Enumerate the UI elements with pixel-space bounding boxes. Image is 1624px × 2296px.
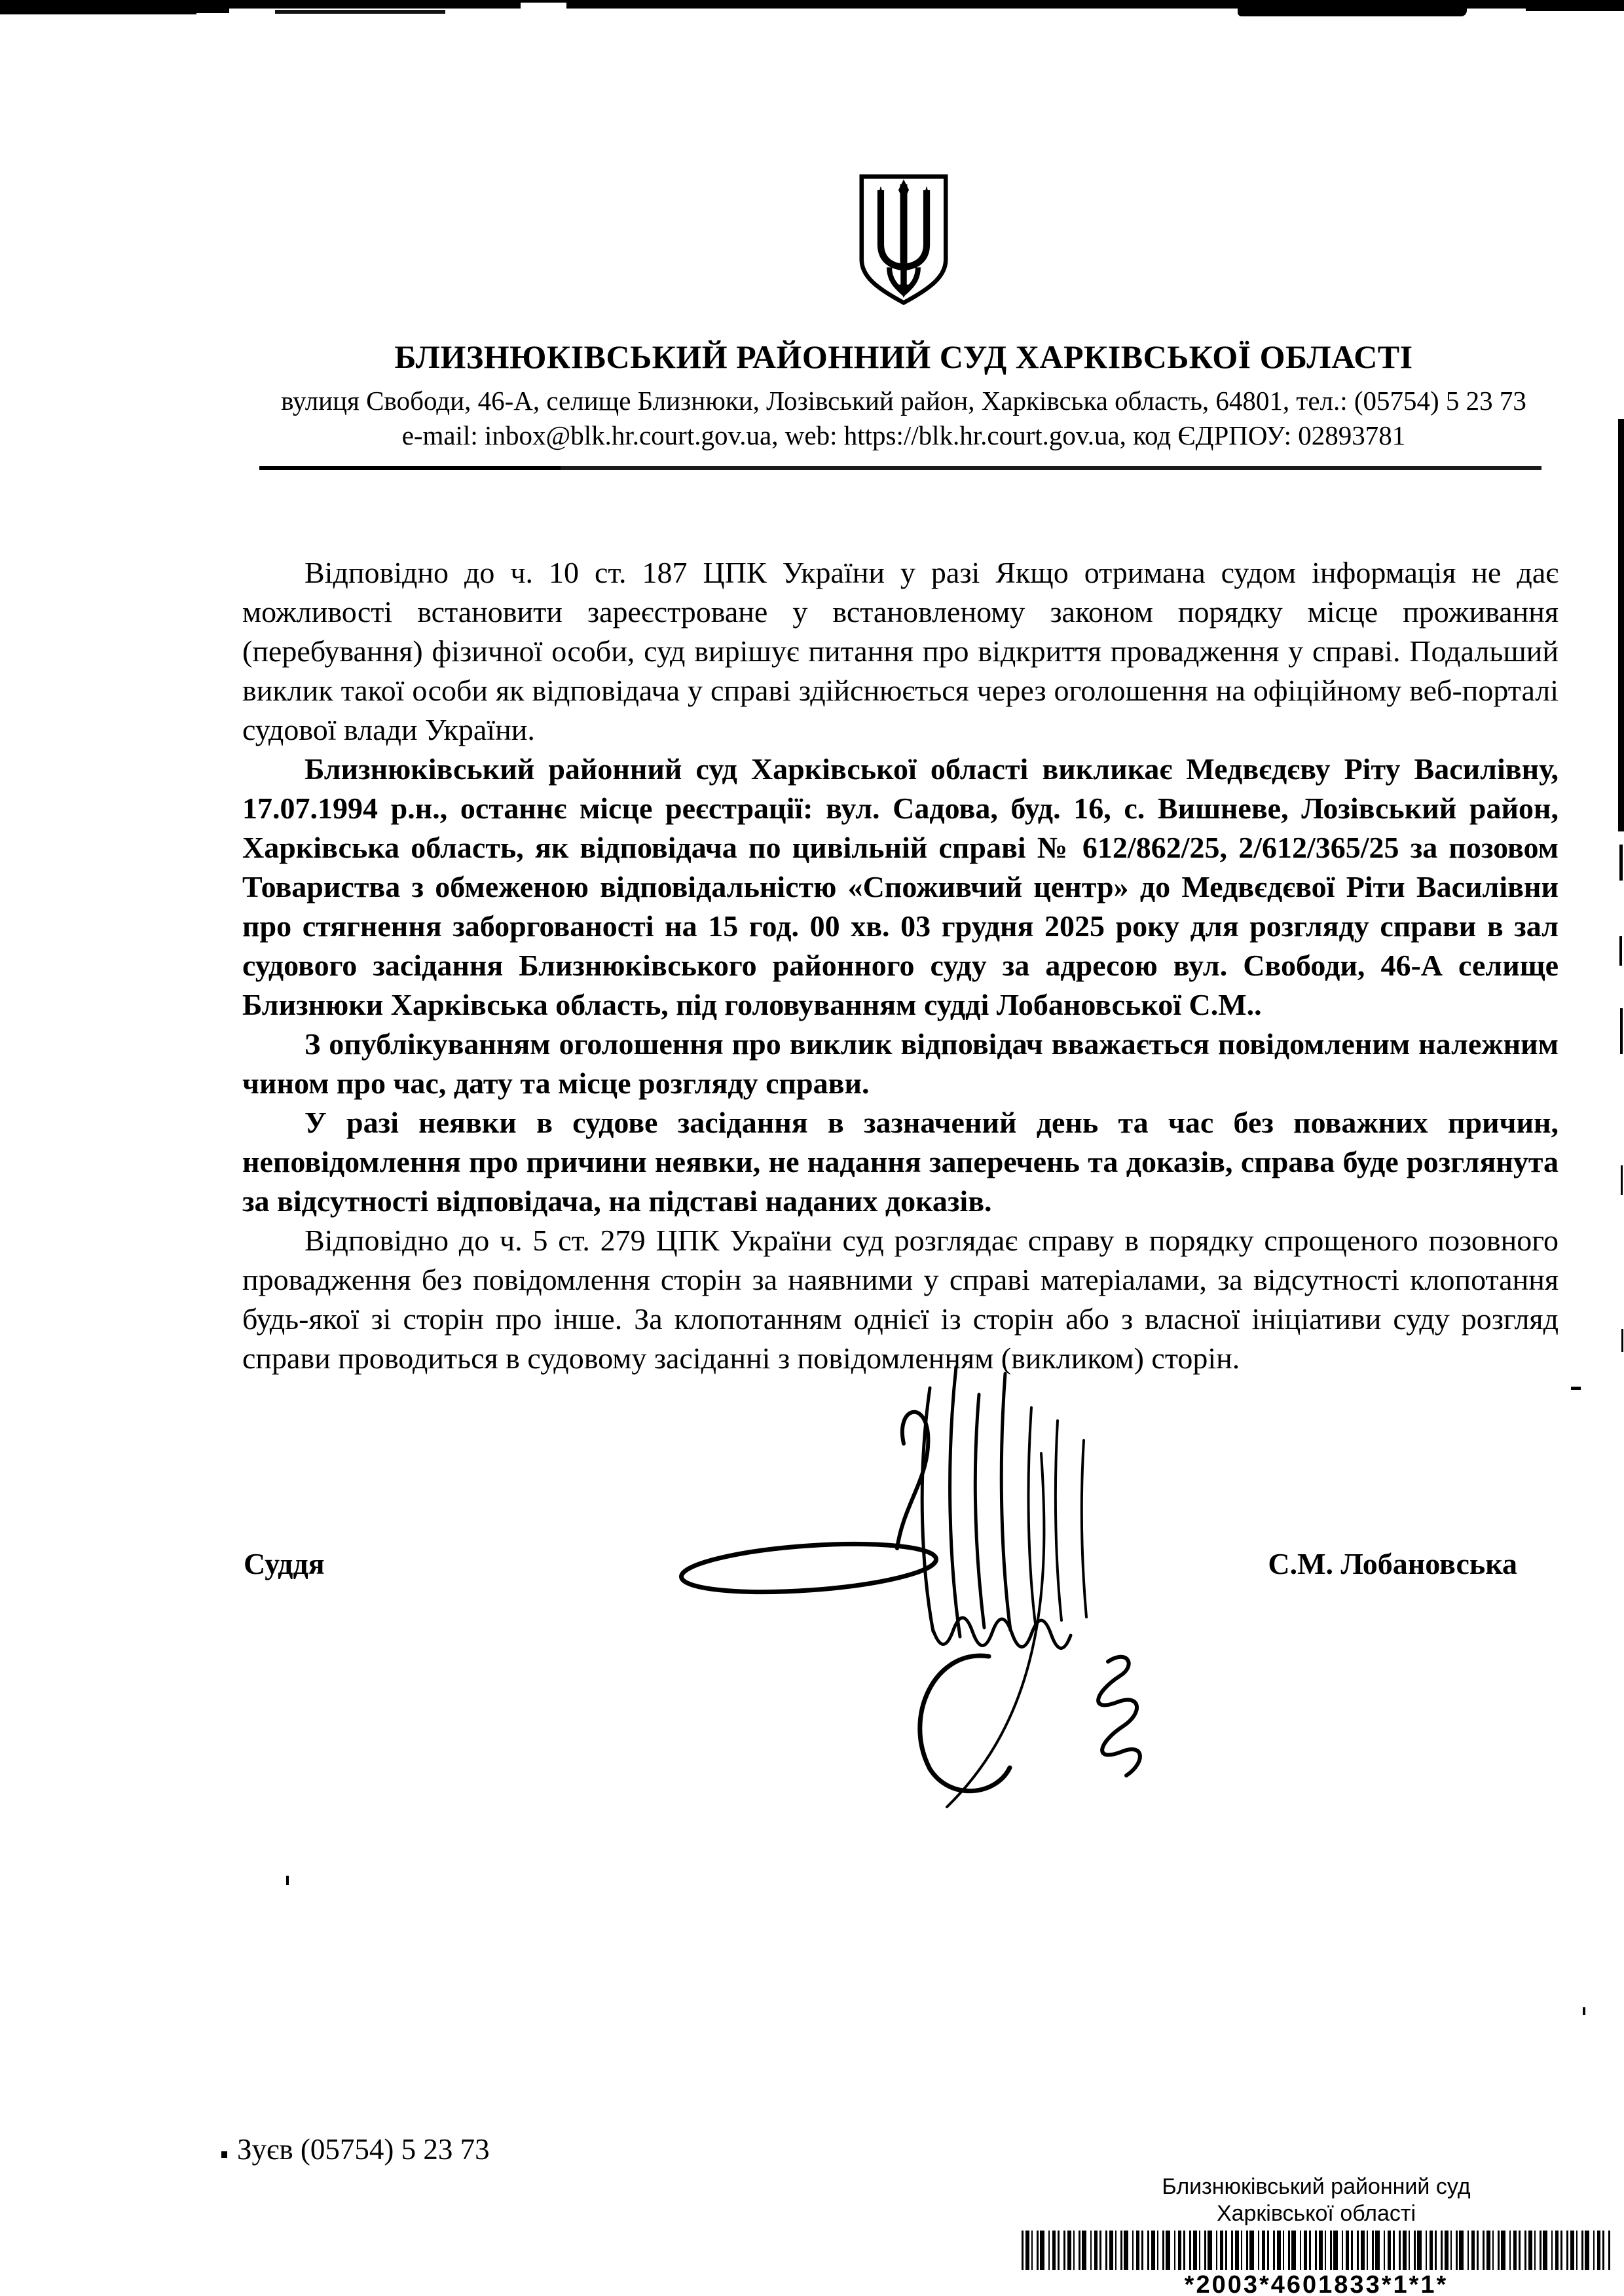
body-paragraph: Відповідно до ч. 10 ст. 187 ЦПК України у разі Якщо отримана судом інформація не дає можливості встановити зареєстроване у встановленому законом порядку місце проживання (перебування) фізичної особи, суд вирішує питання про відкриття провадження у справі. Подальший виклик такої особи як відповідача у справі здійснюється через оголошення на офіційному веб-порталі судової влади України. xyxy=(242,556,1559,746)
court-address-line: вулиця Свободи, 46-А, селище Близнюки, Лозівський район, Харківська область, 64801, тел.: (05754) 5 23 73 xyxy=(281,386,1526,416)
letterhead xyxy=(249,338,1559,453)
barcode xyxy=(1022,2231,1611,2270)
trident-emblem-icon xyxy=(856,172,951,308)
court-contact-line: e-mail: inbox@blk.hr.court.gov.ua, web: https://blk.hr.court.gov.ua, код ЄДРПОУ: 02893781 xyxy=(401,420,1406,450)
scan-artifact xyxy=(1621,1165,1623,1195)
scan-artifact xyxy=(1526,0,1624,11)
judge-signature xyxy=(622,1349,1277,1827)
judge-name: С.М. Лобановська xyxy=(1268,1547,1517,1580)
stamp-court-name-line1: Близнюківський районний суд xyxy=(1162,2174,1471,2199)
clerk-phone: Зуєв (05754) 5 23 73 xyxy=(237,2133,490,2166)
court-name-heading: БЛИЗНЮКІВСЬКИЙ РАЙОННИЙ СУД ХАРКІВСЬКОЇ ОБЛАСТІ xyxy=(394,338,1413,375)
scan-artifact xyxy=(1571,1387,1581,1390)
scan-artifact xyxy=(1619,845,1623,881)
scan-artifact xyxy=(286,1876,289,1885)
scan-artifact xyxy=(1583,2007,1585,2015)
scan-artifact xyxy=(1620,1008,1623,1054)
scan-artifact xyxy=(1621,1329,1623,1352)
body-paragraph: У разі неявки в судове засідання в зазначений день та час без поважних причин, неповідомлення про причини неявки, не надання заперечень та доказів, справа буде розглянута за відсутності відповідача, на підставі наданих доказів. xyxy=(242,1106,1559,1218)
stamp-court-name-line2: Харківської області xyxy=(1216,2201,1416,2226)
body-paragraph: Відповідно до ч. 5 ст. 279 ЦПК України суд розглядає справу в порядку спрощеного позовного провадження без повідомлення сторін за наявними у справі матеріалами, за відсутності клопотання будь-якої зі сторін про інше. За клопотанням однієї із сторін або з власної ініціативи суду розгляд справи проводиться в судовому засіданні з повідомленням (викликом) сторін. xyxy=(242,1224,1559,1375)
judge-role-label: Суддя xyxy=(244,1547,325,1580)
scan-artifact xyxy=(275,10,445,14)
scan-artifact xyxy=(521,3,566,9)
scan-artifact xyxy=(1238,0,1467,16)
document-body xyxy=(242,553,1559,1378)
scan-artifact xyxy=(221,2151,227,2158)
scan-artifact xyxy=(1618,419,1624,831)
scan-artifact xyxy=(1619,936,1622,966)
body-paragraph: Близнюківський районний суд Харківської області викликає Медвєдєву Ріту Василівну, 17.07.1994 р.н., останнє місце реєстрації: вул. Садова, буд. 16, с. Вишневе, Лозівський район, Харківська область, як відповідача по цивільній справі № 612/862/25, 2/612/365/25 за позовом Товариства з обмеженою відповідальністю «Споживчий центр» до Медвєдєвої Ріти Василівни про стягнення заборгованості на 15 год. 00 хв. 03 грудня 2025 року для розгляду справи в зал судового засідання Близнюківського районного суду за адресою вул. Свободи, 46-А селище Близнюки Харківська область, під головуванням судді Лобановської С.М.. xyxy=(242,752,1559,1021)
registration-stamp xyxy=(1008,2174,1624,2296)
body-paragraph: З опублікуванням оголошення про виклик відповідач вважається повідомленим належним чином про час, дату та місце розгляду справи. xyxy=(242,1027,1559,1100)
header-divider xyxy=(259,466,1541,470)
scan-artifact xyxy=(105,9,229,13)
barcode-number: *2003*4601833*1*1* xyxy=(1184,2271,1449,2296)
